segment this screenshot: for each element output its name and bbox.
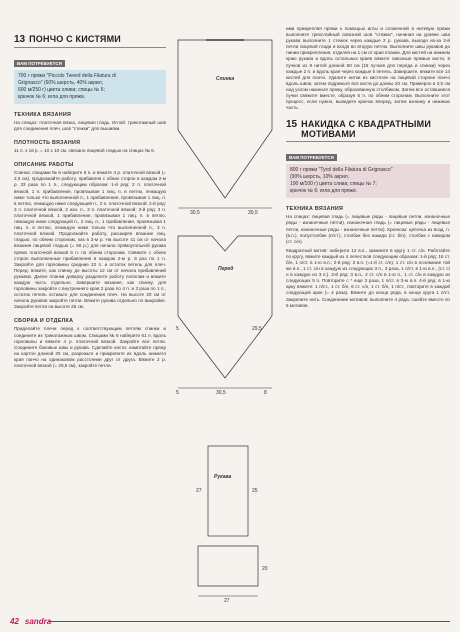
pattern-diagram (168, 26, 282, 612)
technique-heading: ТЕХНИКА ВЯЗАНИЯ (286, 206, 344, 213)
dim-low-left: 5 (176, 326, 179, 332)
left-column (14, 34, 166, 600)
section-heading: ПОНЧО С КИСТЯМИ (29, 34, 121, 44)
dim-low-right: 29,5 (252, 326, 262, 332)
description-heading: ОПИСАНИЕ РАБОТЫ (14, 162, 74, 169)
back-label: Спинка (216, 76, 235, 82)
finishing-continued-text: ими прикрепляя пряжи к помощью иглы и сложенной в нитевую пряжи выполните трехслойный сквозной шов "стежки", начиная на уровне шва рукава выполните 1 стежок через каждые 2 р. рукава, выходя из-за 2-й петли лицевой глади и входя во вторую петлю. Выполните швы рукавов до линии прикрепления, отделяя на 1 см от края планки. Для кистей на нижнем краю рукава и вдоль остальных краев вяжите сквозные прямые кисти, 6 пучков из 9 нитей длиной 50 см (18 пучков для переда и спинки) через каждые 2 п. и вдоль края через каждые 5 петель. Завершите, вяжите все 14 кистей для пончо. Удалите нитки из кисточек на лицевой стороне пончо вдоль швов, затем подрежьте все кисти до длины 20 см. Примерно в 3,5 см над узлом накиньте пряжу, образованную столбиком. Затем все оставшиеся пучки свяжите вместе, образуя 6 п. по обеим сторонам. Выполните этот процесс, если нужно, выведите крючок вперед, затем изнанку и нижнюю часть. (286, 26, 450, 111)
materials-line: 600 м/250 г) цвета олива; спицы № 6; (18, 87, 105, 93)
footer-divider (48, 621, 450, 622)
section-heading: НАКИДКА С КВАДРАТНЫМИ МОТИВАМИ (301, 119, 432, 140)
dim-top-left: 30,5 (190, 210, 200, 216)
materials-line: Grignasco" (60% шерсть, 40% акрил, (18, 80, 104, 86)
density-text: 11 п. x 16 р. = 10 x 10 см, связано лицевой гладью на спицах № 6. (14, 148, 155, 154)
right-column (286, 26, 450, 612)
section-15-title (286, 119, 450, 139)
assembly-text: Приделайте плечи перед к соответствующим петлям спинки и соедините их трикотажным швом. Спицами № 6 наберите 61 п. вдоль горловины и вяжите 4 р. платочной вязкой. Закройте все петли. Соедините боковые швы и рукава. Сделайте кисти: намотайте пряжу на картон длиной 20 см, разрежьте и прикрепите их вдоль нижнего края пончо на одинаковом расстоянии друг от друга. Вяжите 2 р. платочной вязкой (= 29,5 см), закройте петли. (14, 326, 166, 368)
back-outline (178, 40, 272, 198)
materials-line: крючок № 6; игла для пряжи. (18, 94, 86, 100)
section-number: 13 (14, 34, 26, 45)
diagram-drawing (168, 26, 282, 612)
magazine-brand: sandra (24, 617, 52, 626)
materials-tag: ВАМ ПОТРЕБУЕТСЯ (286, 154, 337, 161)
dim-sleeve-left: 27 (196, 488, 202, 494)
materials-line: 800 г пряжи "Tyrol della Filatura di Grignasco" (290, 167, 393, 174)
title-divider (14, 47, 166, 48)
front-outline (178, 236, 272, 378)
materials-line: крючок № 6; игла для пряжи. (290, 188, 358, 195)
dim-bottom-mid: 27 (224, 598, 230, 604)
dim-bottom-right: 20 (262, 566, 268, 572)
technique-text: На спицах: платочная вязка, лицевая гладь. Иглой: трикотажный шов для соединения плеч, шов "стежки" для вышивки. (14, 120, 166, 132)
materials-box (14, 70, 166, 104)
sleeve-label: Рукава (214, 474, 232, 480)
density-heading: ПЛОТНОСТЬ ВЯЗАНИЯ (14, 140, 81, 147)
technique-text: На спицах: лицевая гладь (= лицевые ряды - лицевые петли, изнаночные ряды - изнаночные петли), изнаночная гладь (= лицевые ряды - лицевые петли, изнаночные ряды - изнаночные петли). Крючком: цепочка из возд. п. (в.п.), полустолбик (п/ст.), столбик без накида (ст. б/н), столбик с накидом (ст. с/н). (286, 214, 450, 244)
assembly-heading: СБОРКА И ОТДЕЛКА (14, 318, 74, 325)
dim-top-right: 30,5 (248, 210, 258, 216)
page-footer (10, 617, 51, 626)
front-label: Перед (218, 266, 234, 272)
sleeve-outline (208, 446, 248, 536)
materials-tag: ВАМ ПОТРЕБУЕТСЯ (14, 60, 65, 67)
dim-mid-mid: 30,5 (216, 390, 226, 396)
technique-heading: ТЕХНИКА ВЯЗАНИЯ (14, 112, 72, 118)
materials-line: 700 г пряжи "Piccolo Tweed della Filatura di (18, 73, 116, 79)
dim-sleeve-right: 25 (252, 488, 258, 494)
title-divider (286, 141, 450, 142)
dim-mid-left: 5 (176, 390, 179, 396)
motif-text: Квадратный мотив: наберите 12 в.п., замкните в кругу 1 ст. с/н. Работайте по кругу, вяжите каждый из 4 лепестков следующим образом: 1-й ряд: 16 ст. б/н, 1 п/ст. в 1-ю в.п.; 2-й ряд: 3 в.п. (=1-й ст. с/н), 1 ст. с/н в основание той же в.п., 1 ст. с/н в каждую из следующих 3 п., 3 раза, 1 п/ст. в 1-ю в.п., (ст. с/н в каждую из 3 п.). 3-й ряд: 3 в.п., 2 ст. с/н в 1-ю п., 1 ст. с/н в каждую из следующих 5 п. Повторите с * еще 3 раза, 1 п/ст. в 3-ю в.п. 4-й ряд: в 1-ю арку вяжите: 1 п/ст., 1 ст. б/н, 6 ст. с/н, 1 ст. б/н, 1 п/ст., повторите в каждой следующей арке (= 4 раза). Вяжите до конца ряда, в конце круга 1 п/ст. Закрепите нить. Соединение мотивов: выполните 4 ряда, сшейте вместе по 5 мотивов. (286, 247, 450, 308)
dim-mid-right: 8 (264, 390, 267, 396)
bottom-piece-outline (198, 546, 258, 586)
page-number: 42 (10, 617, 19, 626)
section-number: 15 (286, 119, 298, 131)
materials-line: (90% шерсть, 10% акрил, (290, 174, 350, 181)
materials-box (286, 164, 450, 198)
materials-line: 100 м/100 г) цвета слива; спицы № 7; (290, 181, 377, 188)
section-13-title (14, 34, 166, 45)
description-text: Спинка: спицами № 6 наберите 8 п. и вяжите 4 р. платочной вязкой (= 2,5 см), продолжайте работу, прибавляя с обеих сторон в каждом 2-м р. 33 раза по 1 п., следующим образом: 1-й ряд: 2 п. платочной вязкой, 1 п. прибавление, провязывая 1 лиц. п. в петлю, лежащую ниже только что выполненной п., 1 прибавление, провязывая 1 лиц. п. в петлю, лежащую ниже следующей п., 2 п. платочной вязкой; 2-й ряд: 3 п. платочной вязкой, 2 изн. п., 3 п. платочной вязкой; 3-й ряд: 3 п. платочной вязкой, 1 прибавление, провязывая 1 лиц. п. в петлю, лежащую ниже следующей п., 2 лиц. п., 1 прибавление, провязывая 1 лиц. п. в петлю, лежащую ниже только что выполненной п., 3 п. платочной вязкой. Продолжайте работу, расширяя вязание лиц. гладью, по обеим сторонам, как в 3-м р. На высоте 41 см от начала вязания лицевой гладью (= 66 р.) для начала прямоугольной рукава прямо платочной вязкой 6 п. по обеим сторонам. Свяжите с обеих сторон выполненные прибавления в каждом 2-м р. 6 раз по 1 п. Закройте для горловины средние 22 п. и остаток петель для плеч. Перед: вяжите, как спинку до высоты 12 см от начала прибавлений рукавов. Далее планки доверху разделите работу пополам и вяжите каждую часть отдельно. Завершите вязание, как спинку, для горловины закройте с внутреннего края 2 раза по 4 п. и 3 раза по 1 п., остаток петель оставьте для соединения плеч. На высоте 20 см от начала рукавов закройте петли. Вяжите рукава отдельно по выкройке. Закройте петли на высоте 25 см. (14, 170, 166, 310)
